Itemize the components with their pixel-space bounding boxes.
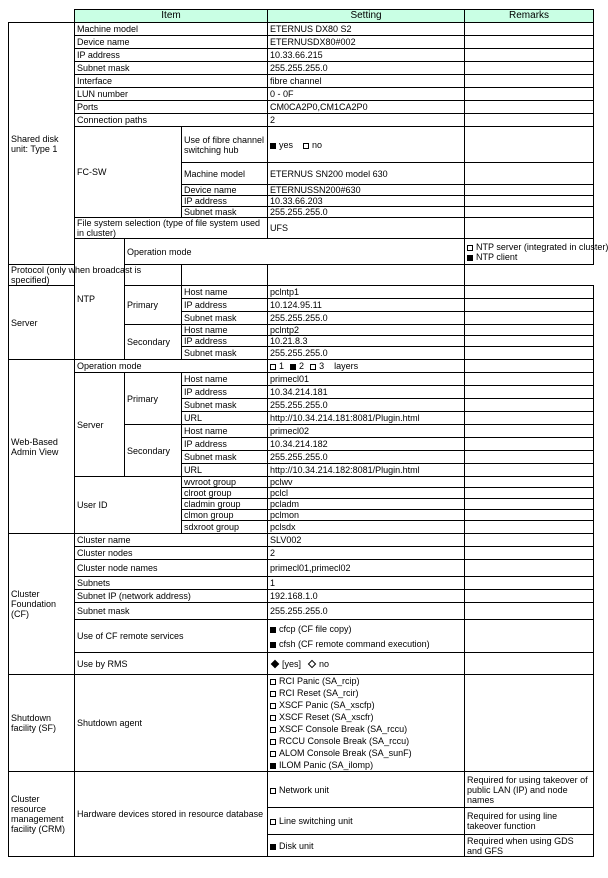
cf-remote-setting <box>268 620 465 653</box>
checkbox-yes[interactable] <box>270 143 276 149</box>
remark-cell <box>465 590 594 603</box>
item-label: cladmin group <box>182 499 268 510</box>
remark-cell <box>465 438 594 451</box>
table-row <box>9 101 594 114</box>
item-label: clroot group <box>182 488 268 499</box>
setting-value: ETERNUS DX80 S2 <box>268 23 465 36</box>
item-label: Host name <box>182 373 268 386</box>
table-row <box>9 534 594 547</box>
table-row <box>9 239 594 265</box>
remark-cell <box>465 603 594 620</box>
item-label: Use of fibre channel switching hub <box>182 127 268 163</box>
remark-cell <box>465 577 594 590</box>
crm-device-setting <box>268 772 465 808</box>
option-label: cfsh (CF remote command execution) <box>279 638 430 649</box>
checkbox-agent[interactable] <box>270 715 276 721</box>
checkbox-cfsh[interactable] <box>270 642 276 648</box>
table-row <box>9 590 594 603</box>
item-label: Hardware devices stored in resource database <box>75 772 268 857</box>
remark-cell <box>465 75 594 88</box>
wbav-server-label: Server <box>75 373 125 477</box>
remark-cell: Required when using GDS and GFS <box>465 835 594 857</box>
remark-cell <box>465 218 594 239</box>
table-row <box>9 603 594 620</box>
setting-value: pclmon <box>268 510 465 521</box>
setting-value: 255.255.255.0 <box>268 207 465 218</box>
remark-cell <box>465 207 594 218</box>
remark-cell <box>465 521 594 534</box>
remark-cell <box>465 114 594 127</box>
option-label: ALOM Console Break (SA_sunF) <box>279 748 412 758</box>
table-row <box>9 373 594 386</box>
remark-cell <box>465 477 594 488</box>
checkbox-agent[interactable] <box>270 691 276 697</box>
item-label: IP address <box>182 438 268 451</box>
item-label: Subnet mask <box>75 603 268 620</box>
radio-rms-no[interactable] <box>308 659 316 667</box>
table-row <box>9 360 594 373</box>
item-label: Protocol (only when broadcast is specified) <box>9 265 182 286</box>
item-label: Subnet mask <box>182 399 268 412</box>
remark-cell <box>465 185 594 196</box>
item-label: Subnet mask <box>182 312 268 325</box>
table-row <box>9 127 594 163</box>
item-label: IP address <box>182 386 268 399</box>
checkbox-agent[interactable] <box>270 763 276 769</box>
remark-cell <box>465 325 594 336</box>
table-row <box>9 218 594 239</box>
setting-value: primecl01 <box>268 373 465 386</box>
item-label: Use by RMS <box>75 653 268 675</box>
setting-value: 255.255.255.0 <box>268 603 465 620</box>
remark-cell <box>465 425 594 438</box>
option-label: Line switching unit <box>279 816 353 826</box>
remark-cell <box>465 336 594 347</box>
item-label: IP address <box>75 49 268 62</box>
checkbox-layer-2[interactable] <box>290 364 296 370</box>
option-label: cfcp (CF file copy) <box>279 623 352 634</box>
checkbox-no[interactable] <box>303 143 309 149</box>
remark-cell <box>465 23 594 36</box>
item-label: Cluster node names <box>75 560 268 577</box>
remark-cell <box>465 653 594 675</box>
checkbox-ntp-client[interactable] <box>467 255 473 261</box>
remark-cell <box>465 675 594 772</box>
item-label: Host name <box>182 286 268 299</box>
remark-cell <box>465 347 594 360</box>
ntp-primary-label: Primary <box>125 286 182 325</box>
setting-value: pclsdx <box>268 521 465 534</box>
item-label: sdxroot group <box>182 521 268 534</box>
setting-value: 255.255.255.0 <box>268 451 465 464</box>
settings-table <box>8 9 608 857</box>
checkbox-device[interactable] <box>270 788 276 794</box>
remark-cell <box>465 534 594 547</box>
setting-value: ETERNUSDX80#002 <box>268 36 465 49</box>
option-label: no <box>312 139 323 150</box>
remark-cell: Required for using takeover of public LAN (IP) and node names <box>465 772 594 808</box>
table-row <box>9 23 594 36</box>
setting-value: 192.168.1.0 <box>268 590 465 603</box>
table-row <box>9 675 594 772</box>
remark-cell <box>465 286 594 299</box>
item-label: Machine model <box>75 23 268 36</box>
checkbox-agent[interactable] <box>270 727 276 733</box>
item-label: Ports <box>75 101 268 114</box>
checkbox-cfcp[interactable] <box>270 627 276 633</box>
table-row <box>9 62 594 75</box>
setting-value: 10.33.66.215 <box>268 49 465 62</box>
option-label: 1 <box>279 361 285 371</box>
setting-value: CM0CA2P0,CM1CA2P0 <box>268 101 465 114</box>
remark-cell <box>465 163 594 185</box>
setting-value: 255.255.255.0 <box>268 399 465 412</box>
option-label: 3 <box>319 361 325 371</box>
option-label: XSCF Panic (SA_xscfp) <box>279 700 375 710</box>
setting-value: primecl02 <box>268 425 465 438</box>
remark-cell <box>465 312 594 325</box>
option-label: RCI Panic (SA_rcip) <box>279 676 360 686</box>
setting-value: 255.255.255.0 <box>268 62 465 75</box>
ntp-secondary-label: Secondary <box>125 325 182 360</box>
item-label: URL <box>182 464 268 477</box>
remark-cell <box>465 620 594 653</box>
checkbox-device[interactable] <box>270 819 276 825</box>
option-label: yes <box>279 139 294 150</box>
remark-cell <box>465 88 594 101</box>
option-label: XSCF Console Break (SA_rccu) <box>279 724 408 734</box>
setting-value: SLV002 <box>268 534 465 547</box>
option-label: Network unit <box>279 784 330 795</box>
item-label: Cluster nodes <box>75 547 268 560</box>
fcsw-label: FC-SW <box>75 127 182 218</box>
checkbox-layer-1[interactable] <box>270 364 276 370</box>
item-label: Operation mode <box>125 239 465 265</box>
option-label: [yes] <box>282 658 302 669</box>
item-label: clmon group <box>182 510 268 521</box>
setting-value: pclwv <box>268 477 465 488</box>
option-label: Disk unit <box>279 840 314 851</box>
remark-cell <box>465 510 594 521</box>
setting-value: 10.124.95.11 <box>268 299 465 312</box>
remark-cell <box>465 49 594 62</box>
section-sf: Shutdown facility (SF) <box>9 675 75 772</box>
item-label: IP address <box>182 196 268 207</box>
setting-value: 2 <box>268 547 465 560</box>
checkbox-agent[interactable] <box>270 679 276 685</box>
table-row <box>9 620 594 653</box>
table-row <box>9 772 594 808</box>
table-row <box>9 265 594 286</box>
item-label: Subnet mask <box>182 451 268 464</box>
item-label: wvroot group <box>182 477 268 488</box>
table-row <box>9 49 594 62</box>
setting-value: 0 - 0F <box>268 88 465 101</box>
remark-cell <box>465 196 594 207</box>
table-row <box>9 114 594 127</box>
setting-value: 10.33.66.203 <box>268 196 465 207</box>
remark-cell <box>465 464 594 477</box>
setting-value: 1 <box>268 577 465 590</box>
item-label: Host name <box>182 325 268 336</box>
checkbox-agent[interactable] <box>270 751 276 757</box>
item-label: Subnet mask <box>75 62 268 75</box>
setting-value: 255.255.255.0 <box>268 347 465 360</box>
checkbox-layer-3[interactable] <box>310 364 316 370</box>
ntp-mode-setting <box>465 239 608 265</box>
option-label: NTP server (integrated in cluster) <box>476 241 608 252</box>
item-label: Subnet mask <box>182 347 268 360</box>
setting-value: ETERNUSSN200#630 <box>268 185 465 196</box>
remark-cell <box>465 499 594 510</box>
wbav-primary-label: Primary <box>125 373 182 425</box>
remark-cell <box>465 360 594 373</box>
layers-suffix: layers <box>334 361 359 371</box>
settings-sheet <box>8 9 608 857</box>
option-label: XSCF Reset (SA_xscfr) <box>279 712 374 722</box>
section-shared-disk: Shared disk unit: Type 1 <box>9 23 75 265</box>
item-label: Subnets <box>75 577 268 590</box>
section-ntp: NTP <box>75 239 125 360</box>
item-label: Host name <box>182 425 268 438</box>
setting-value: UFS <box>268 218 465 239</box>
remark-cell <box>465 488 594 499</box>
setting-value: http://10.34.214.182:8081/Plugin.html <box>268 464 465 477</box>
setting-value: 10.21.8.3 <box>268 336 465 347</box>
item-label: Machine model <box>182 163 268 185</box>
table-row <box>9 577 594 590</box>
header-setting: Setting <box>268 10 465 23</box>
checkbox-device[interactable] <box>270 844 276 850</box>
section-cf: Cluster Foundation (CF) <box>9 534 75 675</box>
table-row <box>9 547 594 560</box>
remark-cell <box>465 560 594 577</box>
wbav-mode-setting <box>268 360 465 373</box>
remark-cell <box>465 373 594 386</box>
item-label: Device name <box>75 36 268 49</box>
remark-cell <box>465 451 594 464</box>
wbav-secondary-label: Secondary <box>125 425 182 477</box>
setting-value: 2 <box>268 114 465 127</box>
item-label: URL <box>182 412 268 425</box>
crm-device-setting <box>268 835 465 857</box>
setting-value: http://10.34.214.181:8081/Plugin.html <box>268 412 465 425</box>
item-label: IP address <box>182 299 268 312</box>
remark-cell <box>465 547 594 560</box>
item-label: Cluster name <box>75 534 268 547</box>
option-label: NTP client <box>476 251 518 262</box>
remark-cell <box>268 265 465 286</box>
table-row <box>9 477 594 488</box>
item-label: Interface <box>75 75 268 88</box>
option-label: RCI Reset (SA_rcir) <box>279 688 359 698</box>
setting-value: fibre channel <box>268 75 465 88</box>
remark-cell <box>465 412 594 425</box>
item-label: Shutdown agent <box>75 675 268 772</box>
sf-agents-setting <box>268 675 465 772</box>
header-remarks: Remarks <box>465 10 594 23</box>
item-label: File system selection (type of file system used in cluster) <box>75 218 268 239</box>
setting-value: ETERNUS SN200 model 630 <box>268 163 465 185</box>
item-label: Connection paths <box>75 114 268 127</box>
setting-value: pcladm <box>268 499 465 510</box>
ntp-server-label: Server <box>9 286 75 360</box>
cf-rms-setting <box>268 653 465 675</box>
item-label: LUN number <box>75 88 268 101</box>
header-row <box>9 10 594 23</box>
item-label: Subnet mask <box>182 207 268 218</box>
header-blank-cell <box>9 10 75 23</box>
item-label: Subnet IP (network address) <box>75 590 268 603</box>
checkbox-ntp-server[interactable] <box>467 245 473 251</box>
remark-cell: Required for using line takeover function <box>465 808 594 835</box>
checkbox-agent[interactable] <box>270 739 276 745</box>
setting-value: pclcl <box>268 488 465 499</box>
section-crm: Cluster resource management facility (CRM) <box>9 772 75 857</box>
item-label: Device name <box>182 185 268 196</box>
setting-value: pclntp2 <box>268 325 465 336</box>
option-label: RCCU Console Break (SA_rccu) <box>279 736 410 746</box>
remark-cell <box>465 101 594 114</box>
setting-value: 10.34.214.182 <box>268 438 465 451</box>
checkbox-agent[interactable] <box>270 703 276 709</box>
table-row <box>9 88 594 101</box>
fcsw-hub-setting <box>268 127 465 163</box>
table-row <box>9 560 594 577</box>
item-label: IP address <box>182 336 268 347</box>
item-label: Use of CF remote services <box>75 620 268 653</box>
option-label: 2 <box>299 361 305 371</box>
remark-cell <box>465 62 594 75</box>
setting-value <box>182 265 268 286</box>
setting-value: primecl01,primecl02 <box>268 560 465 577</box>
remark-cell <box>465 386 594 399</box>
option-label: no <box>319 658 330 669</box>
option-label: ILOM Panic (SA_ilomp) <box>279 760 374 770</box>
remark-cell <box>465 36 594 49</box>
section-wbav: Web-Based Admin View <box>9 360 75 534</box>
table-row <box>9 36 594 49</box>
setting-value: 10.34.214.181 <box>268 386 465 399</box>
remark-cell <box>465 399 594 412</box>
item-label: Operation mode <box>75 360 268 373</box>
remark-cell <box>465 127 594 163</box>
table-row <box>9 653 594 675</box>
user-id-label: User ID <box>75 477 182 534</box>
radio-rms-yes[interactable] <box>271 659 279 667</box>
header-item: Item <box>75 10 268 23</box>
table-row <box>9 75 594 88</box>
remark-cell <box>465 299 594 312</box>
crm-device-setting <box>268 808 465 835</box>
setting-value: pclntp1 <box>268 286 465 299</box>
setting-value: 255.255.255.0 <box>268 312 465 325</box>
